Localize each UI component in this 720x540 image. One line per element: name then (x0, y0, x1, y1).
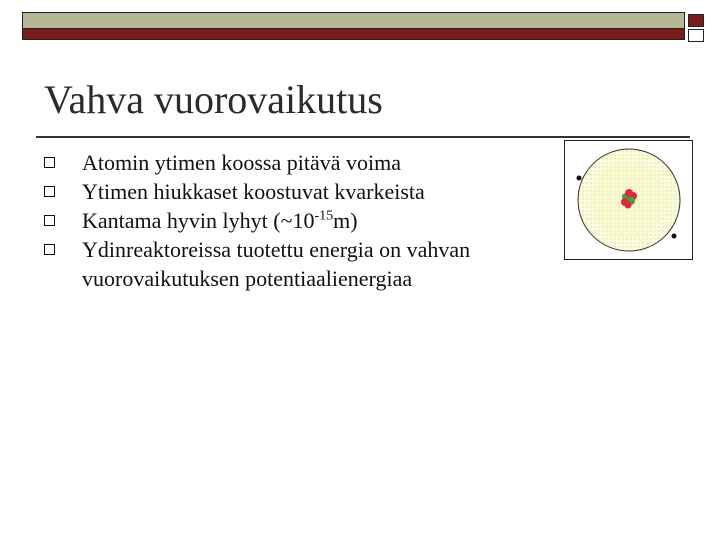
hollow-square-icon (44, 215, 55, 226)
slide-title: Vahva vuorovaikutus (44, 77, 383, 122)
bullet-text: Kantama hyvin lyhyt (~10 (82, 208, 315, 233)
hollow-square-icon (44, 157, 55, 168)
atom-figure (564, 140, 693, 260)
electron-icon (577, 176, 582, 181)
title-divider (36, 136, 690, 138)
bullet-list (44, 148, 604, 293)
bullet-text-unit: m) (333, 208, 358, 233)
electron-icon (672, 234, 677, 239)
header-bar-stripe (23, 28, 684, 39)
hollow-square-icon (44, 244, 55, 255)
corner-square-empty-icon (688, 29, 704, 42)
bullet-text: Atomin ytimen koossa pitävä voima (82, 150, 401, 175)
bullet-item (44, 148, 604, 177)
bullet-item (44, 177, 604, 206)
decorative-header-bar (22, 12, 685, 40)
corner-square-filled-icon (688, 14, 704, 27)
hollow-square-icon (44, 186, 55, 197)
bullet-item (44, 206, 604, 235)
exponent: -15 (314, 208, 334, 224)
bullet-item (44, 235, 604, 293)
bullet-text: Ytimen hiukkaset koostuvat kvarkeista (82, 179, 425, 204)
atom-icon (565, 141, 692, 259)
bullet-text: Ydinreaktoreissa tuotettu energia on vahvan vuorovaikutuksen potentiaalienergiaa (82, 237, 471, 291)
